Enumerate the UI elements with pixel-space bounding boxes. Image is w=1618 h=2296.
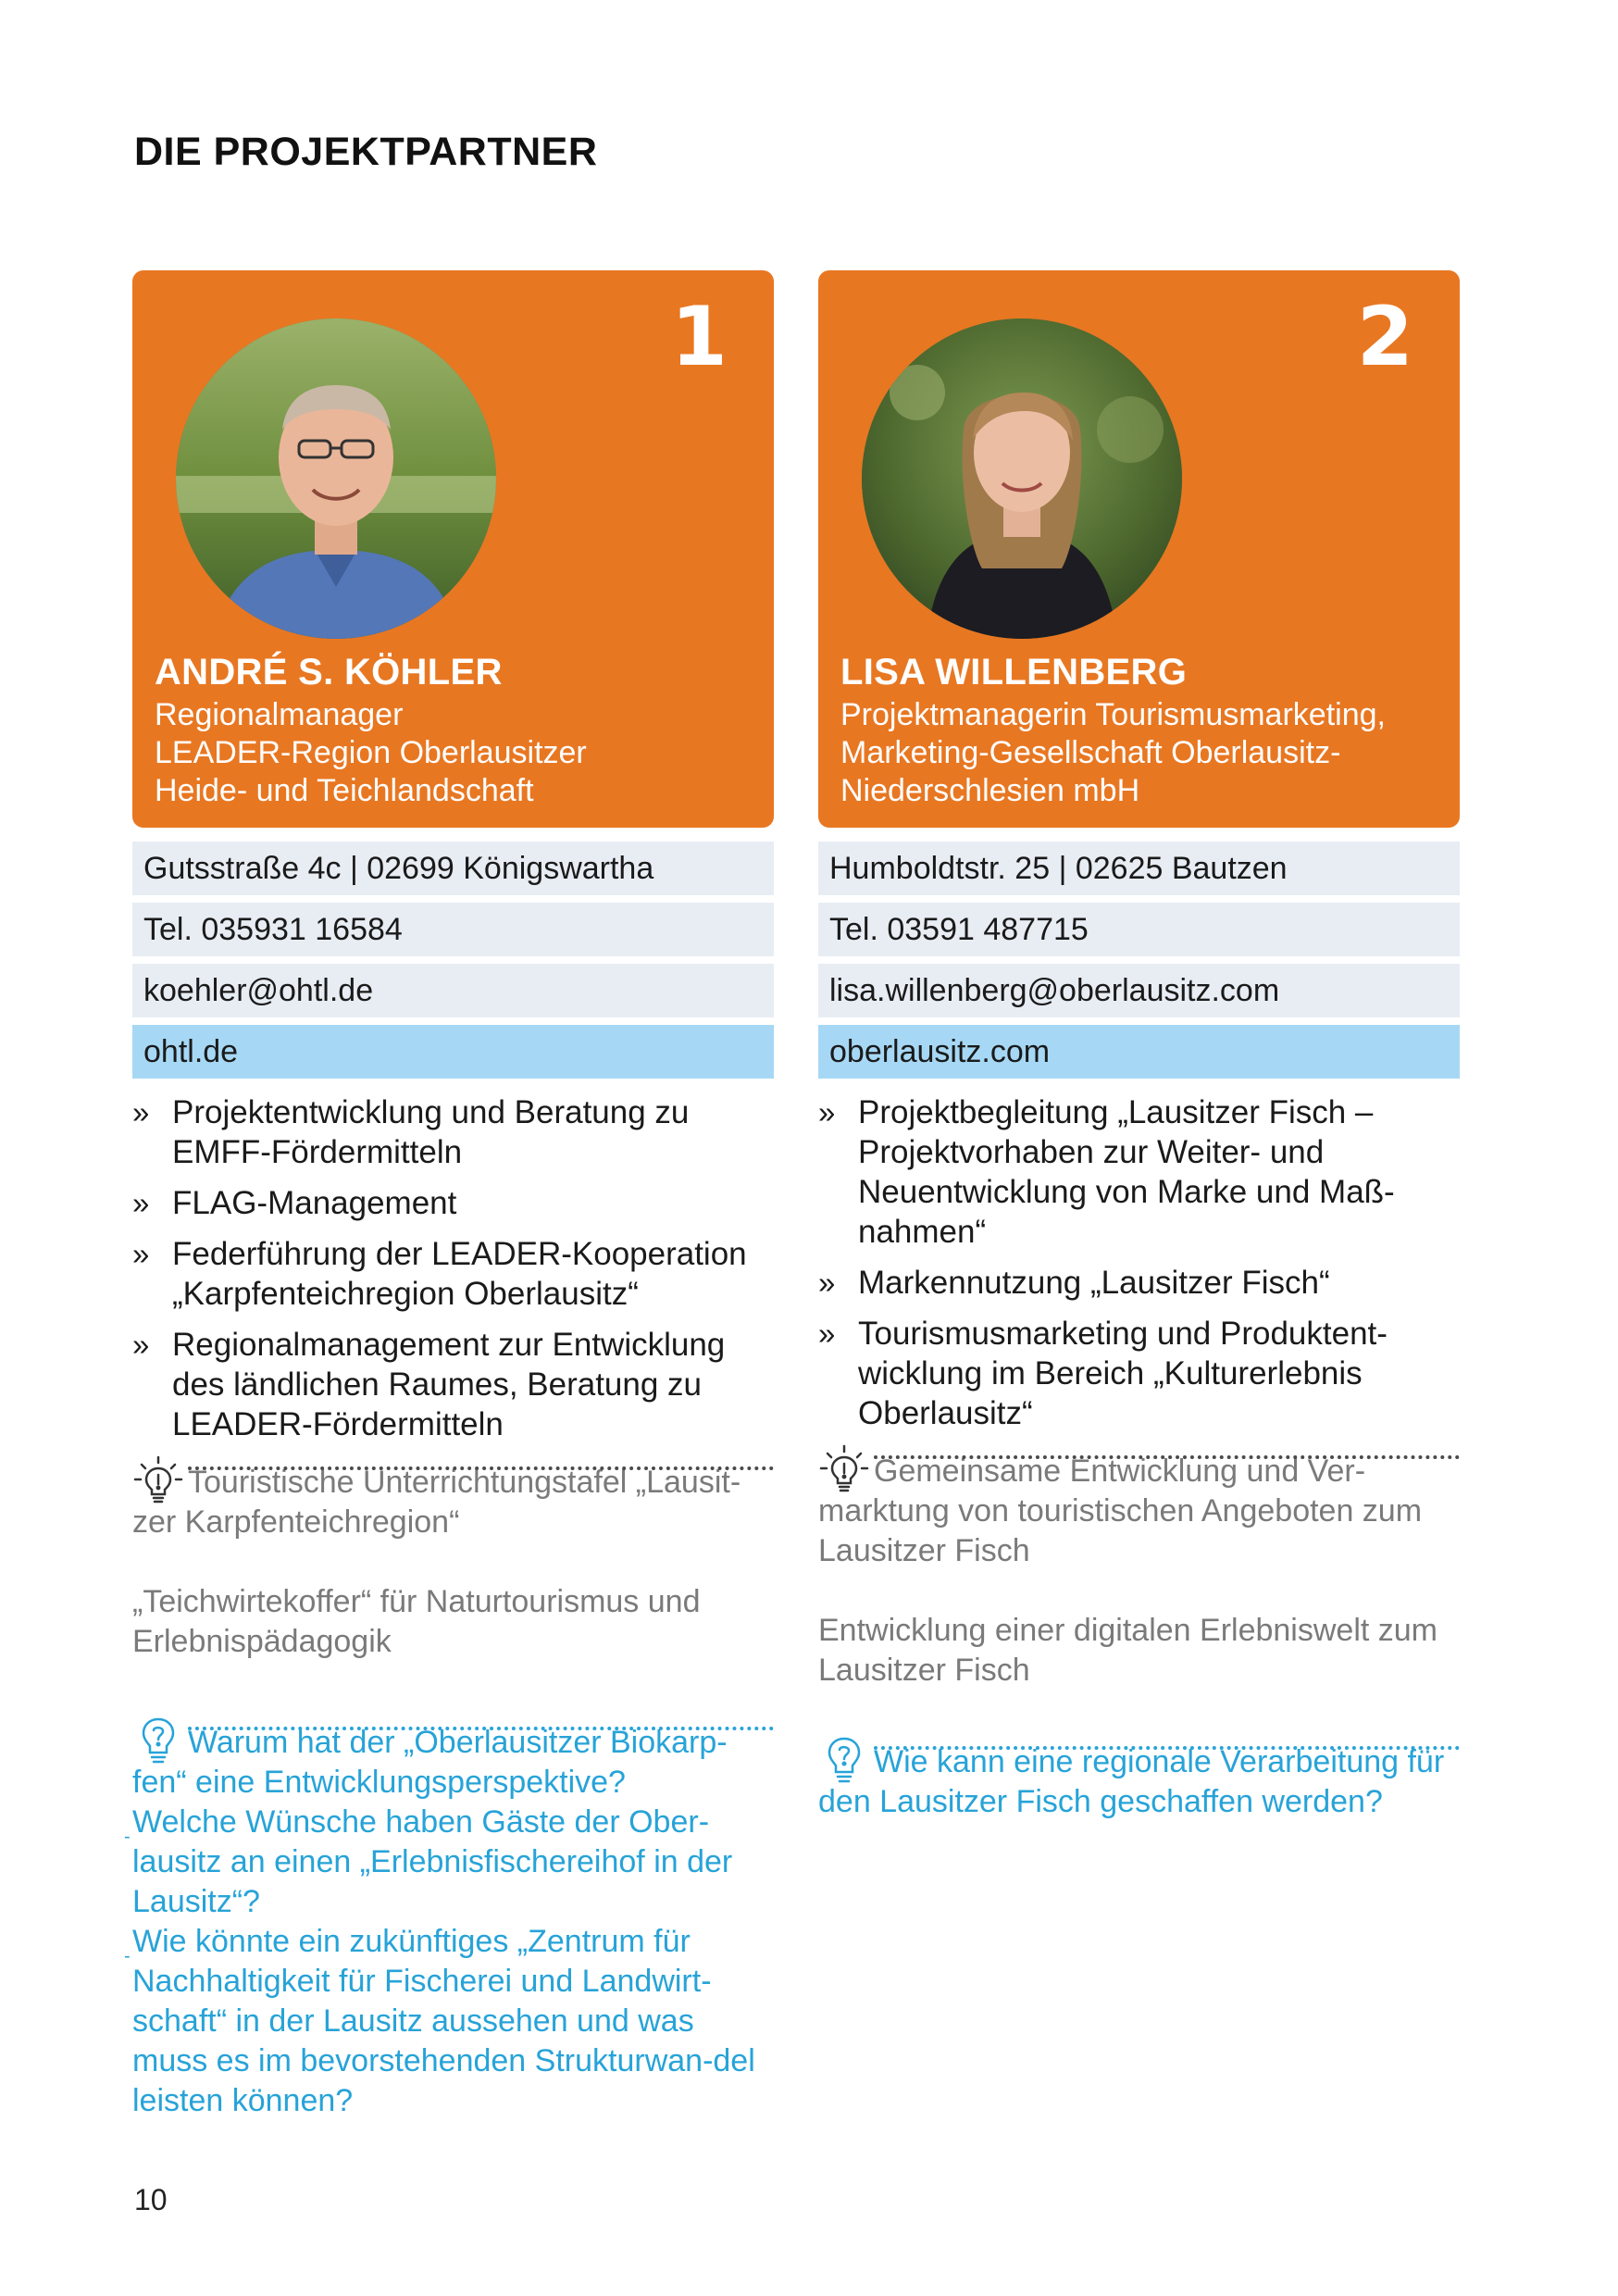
- partner-info: [840, 648, 1449, 810]
- email-row[interactable]: koehler@ohtl.de: [132, 964, 774, 1017]
- bullet-icon: »: [818, 1095, 836, 1129]
- question-text: - Welche Wünsche haben Gäste der Ober-lausitz an einen „Erlebnisfischereihof in der Lausitz“?: [124, 1804, 733, 1919]
- website-link[interactable]: ohtl.de: [132, 1025, 774, 1079]
- lightbulb-rays-icon: [132, 1454, 184, 1505]
- partner-name: ANDRÉ S. KÖHLER: [155, 652, 503, 693]
- list-item: » Federführung der LEADER-Kooperation „Karpfenteichregion Oberlausitz“: [132, 1236, 747, 1312]
- bullet-icon: »: [132, 1186, 150, 1220]
- question-text: Wie kann eine regionale Verarbeitung für den Lausitzer Fisch geschaffen werden?: [818, 1744, 1445, 1819]
- lightbulb-rays-icon: [818, 1442, 870, 1494]
- portrait-photo: [176, 318, 496, 639]
- topic-list: [132, 1092, 774, 1444]
- partner-role-line: Niederschlesien mbH: [840, 773, 1140, 808]
- bullet-icon: »: [818, 1316, 836, 1351]
- contact-list: [132, 842, 774, 1079]
- question-text: - Wie könnte ein zukünftiges „Zentrum für Nachhaltigkeit für Fischerei und Landwirt-schaft“ in der Lausitz aussehen und was muss es im bevorstehenden Strukturwan-del leisten können?: [124, 1924, 755, 2118]
- partner-role-line: LEADER-Region Oberlausitzer: [155, 735, 587, 770]
- phone-row[interactable]: Tel. 035931 16584: [132, 903, 774, 956]
- partner-role-line: Marketing-Gesellschaft Oberlausitz-: [840, 735, 1341, 770]
- lightbulb-question-icon: [818, 1733, 870, 1785]
- list-item: » Projektentwicklung und Beratung zu EMFF-Fördermitteln: [132, 1094, 690, 1170]
- idea-text: Entwicklung einer digitalen Erlebniswelt zum Lausitzer Fisch: [818, 1613, 1438, 1688]
- partner-column-2: [818, 270, 1460, 1822]
- avatar: [862, 318, 1182, 639]
- lightbulb-question-icon: [132, 1714, 184, 1766]
- address-row: Gutsstraße 4c | 02699 Königswartha: [132, 842, 774, 895]
- idea-text: Gemeinsame Entwicklung und Ver-marktung von touristischen Angeboten zum Lausitzer Fisch: [818, 1454, 1423, 1568]
- ideas-block: [132, 1457, 774, 1662]
- dotted-divider: [188, 1727, 774, 1730]
- partner-card: [132, 270, 774, 828]
- partner-name: LISA WILLENBERG: [840, 652, 1188, 693]
- list-item: » FLAG-Management: [132, 1185, 457, 1221]
- bullet-icon: »: [818, 1266, 836, 1300]
- questions-block: [124, 1717, 774, 2121]
- partner-role-line: Heide- und Teichlandschaft: [155, 773, 534, 808]
- bullet-icon: »: [132, 1237, 150, 1271]
- contact-list: [818, 842, 1460, 1079]
- address-row: Humboldtstr. 25 | 02625 Bautzen: [818, 842, 1460, 895]
- bullet-icon: »: [132, 1095, 150, 1129]
- list-item: » Tourismusmarketing und Produktent-wicklung im Bereich „Kulturerlebnis Oberlausitz“: [818, 1316, 1388, 1431]
- topic-list: [818, 1092, 1460, 1433]
- ideas-block: [818, 1446, 1460, 1691]
- partner-number: 1: [670, 289, 728, 384]
- page-title: DIE PROJEKTPARTNER: [134, 130, 598, 174]
- questions-block: [818, 1737, 1460, 1822]
- dotted-divider: [874, 1455, 1460, 1459]
- idea-text: „Teichwirtekoffer“ für Naturtourismus und Erlebnispädagogik: [132, 1584, 701, 1659]
- partner-column-1: [124, 270, 774, 2121]
- portrait-photo: [862, 318, 1182, 639]
- avatar: [176, 318, 496, 639]
- partner-info: [155, 648, 763, 810]
- partner-number: 2: [1356, 289, 1413, 384]
- email-row[interactable]: lisa.willenberg@oberlausitz.com: [818, 964, 1460, 1017]
- idea-text: Touristische Unterrichtungstafel „Lausit-zer Karpfenteichregion“: [132, 1465, 741, 1540]
- list-item: » Markennutzung „Lausitzer Fisch“: [818, 1265, 1330, 1301]
- partner-role-line: Regionalmanager: [155, 697, 404, 732]
- dotted-divider: [188, 1466, 774, 1470]
- bullet-icon: »: [132, 1328, 150, 1362]
- list-item: » Regionalmanagement zur Entwicklung des ländlichen Raumes, Beratung zu LEADER-Fördermitteln: [132, 1327, 726, 1442]
- dotted-divider: [874, 1746, 1460, 1750]
- question-text: Warum hat der „Oberlausitzer Biokarp-fen“ eine Entwicklungsperspektive?: [132, 1725, 728, 1800]
- list-item: » Projektbegleitung „Lausitzer Fisch – Projektvorhaben zur Weiter- und Neuentwicklung von Marke und Maß-nahmen“: [818, 1094, 1395, 1250]
- partner-role-line: Projektmanagerin Tourismusmarketing,: [840, 697, 1386, 732]
- partner-card: [818, 270, 1460, 828]
- phone-row[interactable]: Tel. 03591 487715: [818, 903, 1460, 956]
- website-link[interactable]: oberlausitz.com: [818, 1025, 1460, 1079]
- page-number: 10: [134, 2183, 168, 2216]
